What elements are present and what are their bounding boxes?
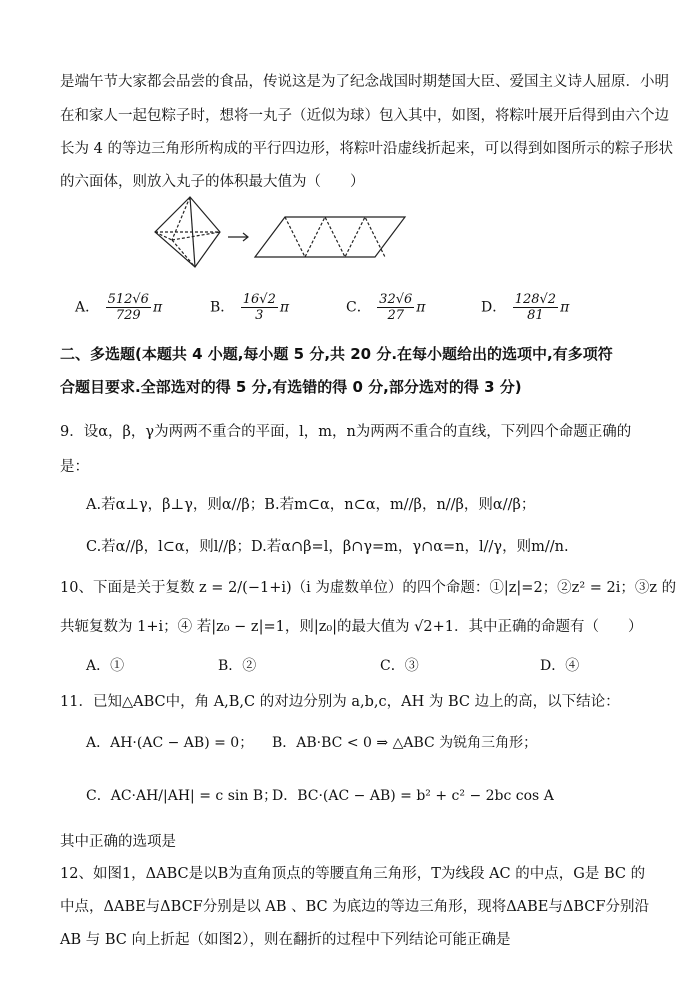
arrow-icon: [228, 233, 248, 241]
section-2-header-line-2: 合题目要求.全部选对的得 5 分,有选错的得 0 分,部分选对的得 3 分): [60, 378, 522, 396]
q12-text-line-2: 中点，ΔABE与ΔBCF分别是以 AB 、BC 为底边的等边三角形，现将ΔABE与ΔBCF分别沿: [60, 899, 649, 915]
q10-text-line-2: 共轭复数为 1+i；④ 若|z₀ − z|=1，则|z₀|的最大值为 √2+1．其中正确的命题有（ ）: [60, 619, 643, 635]
q8-text-line-2: 在和家人一起包粽子时，想将一丸子（近似为球）包入其中，如图，将粽叶展开后得到由六个边: [60, 108, 669, 124]
q11-option-c[interactable]: C．AC·AH/|AH| = c sin B；: [86, 788, 278, 804]
q8-text-line-4: 的六面体，则放入丸子的体积最大值为（ ）: [60, 174, 365, 190]
q10-option-a[interactable]: A．①: [86, 658, 125, 674]
q10-text-line-1: 10、下面是关于复数 z = 2/(−1+i)（i 为虚数单位）的四个命题：①|z|=2；②z² = 2i；③z 的: [60, 580, 677, 596]
q9-options-cd: C.若α//β，l⊂α，则l//β；D.若α∩β=l，β∩γ=m，γ∩α=n，l//γ，则m//n.: [86, 539, 569, 555]
section-2-header-line-1: 二、多选题(本题共 4 小题,每小题 5 分,共 20 分.在每小题给出的选项中,有多项符: [60, 345, 613, 363]
q11-text-line-1: 11．已知△ABC中，角 A,B,C 的对边分别为 a,b,c，AH 为 BC 边上的高，以下结论：: [60, 694, 620, 710]
q11-option-d[interactable]: D．BC·(AC − AB) = b² + c² − 2bc cos A: [272, 788, 554, 804]
q8-option-b[interactable]: B． $\frac{16√2}{3}$ π: [210, 292, 290, 323]
q8-text-line-1: 是端午节大家都会品尝的食品，传说这是为了纪念战国时期楚国大臣、爱国主义诗人屈原．小明: [60, 74, 669, 90]
q10-option-d[interactable]: D．④: [540, 658, 580, 674]
q11-option-a[interactable]: A．AH·(AC − AB) = 0；: [86, 735, 254, 751]
q9-text-line-2: 是：: [60, 459, 89, 475]
zongzi-figure: [150, 192, 410, 272]
q9-options-ab: A.若α⊥γ，β⊥γ，则α//β；B.若m⊂α，n⊂α，m//β，n//β，则α//β；: [86, 497, 536, 513]
q12-text-line-1: 12、如图1，ΔABC是以B为直角顶点的等腰直角三角形，T为线段 AC 的中点，G是 BC 的: [60, 866, 646, 882]
q8-text-line-3: 长为 4 的等边三角形所构成的平行四边形，将粽叶沿虚线折起来，可以得到如图所示的粽子形状: [60, 141, 673, 157]
q8-option-d[interactable]: D． $\frac{128√2}{81}$ π: [481, 292, 570, 323]
q8-option-c[interactable]: C． $\frac{32√6}{27}$ π: [346, 292, 426, 323]
q9-text-line-1: 9．设α，β，γ为两两不重合的平面，l，m，n为两两不重合的直线，下列四个命题正确的: [60, 424, 632, 440]
unfolded-parallelogram: [255, 217, 405, 257]
hexahedron-figure: [155, 197, 220, 267]
q12-text-line-3: AB 与 BC 向上折起（如图2），则在翻折的过程中下列结论可能正确是: [60, 932, 511, 948]
q10-option-b[interactable]: B．②: [218, 658, 257, 674]
q10-option-c[interactable]: C．③: [380, 658, 419, 674]
q11-option-b[interactable]: B．AB·BC < 0 ⇒ △ABC 为锐角三角形；: [272, 735, 538, 751]
q8-option-a[interactable]: A． $\frac{512√6}{729}$ π: [75, 292, 163, 323]
q11-text-end: 其中正确的选项是: [60, 834, 176, 850]
